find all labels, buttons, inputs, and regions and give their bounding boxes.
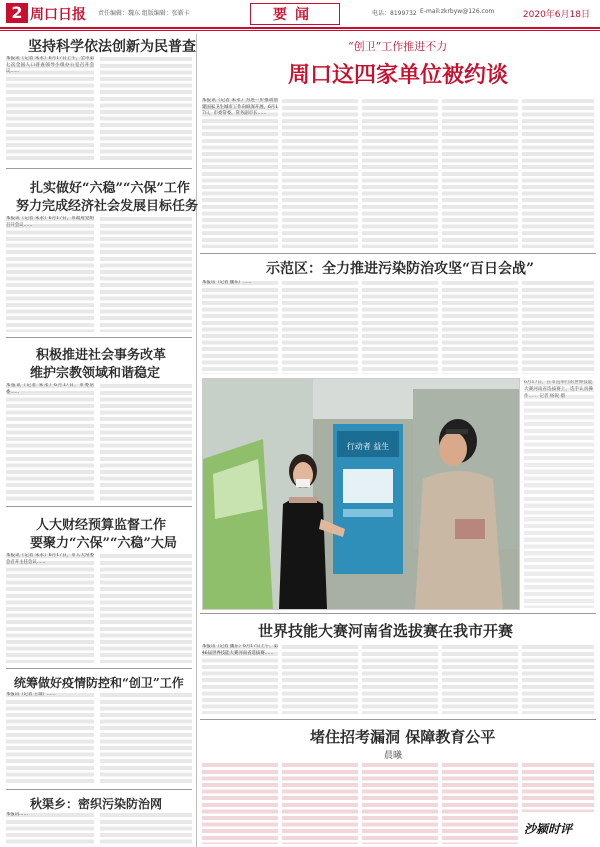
column-logo: 沙颍时评	[524, 822, 573, 836]
article-title[interactable]: 秋渠乡：密织污染防治网	[30, 797, 163, 811]
article-title[interactable]: 示范区：全力推进污染防治攻坚“百日会战”	[266, 261, 535, 277]
article-title[interactable]: 统筹做好疫情防控和“创卫”工作	[14, 676, 184, 690]
article-body	[442, 644, 518, 714]
article-body: 本报讯（记者 朱永）6月17日上午，全市第七次全国人口普查领导小组办公室召开会议……	[6, 56, 94, 162]
lead-title[interactable]: 周口这四家单位被约谈	[288, 62, 509, 88]
phone: 电话：8199732	[372, 10, 417, 17]
photo-illustration	[203, 379, 519, 609]
news-photo	[202, 378, 520, 610]
section-title: 要闻	[273, 7, 317, 23]
article-body	[282, 280, 358, 374]
article-body: 本报讯（记者 魏东）6月17日上午，第46届世界技能大赛河南省选拔赛……	[202, 644, 278, 714]
article-body	[522, 280, 594, 374]
article-body	[522, 98, 594, 248]
divider	[200, 253, 596, 254]
article-body	[442, 98, 518, 248]
divider	[6, 337, 192, 338]
article-body	[442, 280, 518, 374]
header-rule	[0, 27, 600, 29]
article-body	[100, 383, 192, 501]
article-body	[202, 762, 278, 844]
article-body	[282, 762, 358, 844]
article-subtitle: 维护宗教领域和谐稳定	[30, 366, 161, 381]
article-title[interactable]: 积极推进社会事务改革	[36, 348, 167, 363]
article-body	[282, 644, 358, 714]
header-rule-thin	[0, 30, 600, 31]
article-body	[362, 644, 438, 714]
article-title[interactable]: 扎实做好“六稳”“六保”工作	[30, 181, 190, 196]
article-body	[100, 692, 192, 784]
issue-date: 2020年6月18日	[522, 10, 590, 20]
article-body	[362, 762, 438, 844]
article-body: 本报讯（记者 朱永）6月17日，市政府党组召开会议……	[6, 216, 94, 332]
divider	[6, 668, 192, 669]
editor-credits: 责任编辑：魏东 组版编辑：张靳卡	[98, 10, 190, 17]
lead-kicker: “创卫”工作推进不力	[348, 40, 448, 53]
article-body	[522, 644, 594, 714]
article-body	[522, 762, 594, 812]
article-title[interactable]: 人大财经预算监督工作	[36, 518, 167, 533]
display-banner: 行动者 益生	[346, 442, 390, 451]
divider	[6, 168, 192, 169]
article-body	[362, 98, 438, 248]
article-body: 本报讯（记者 王瑞）……	[6, 692, 94, 784]
article-body: 本报讯（记者 朱永）6月17日，市人大常委会召开主任会议……	[6, 553, 94, 663]
article-body	[442, 762, 518, 844]
article-body	[100, 216, 192, 332]
divider	[6, 506, 192, 507]
article-body	[100, 553, 192, 663]
paper-name: 周口日报	[30, 7, 86, 23]
commentary-byline: 晨曦	[384, 751, 403, 761]
commentary-title[interactable]: 堵住招考漏洞 保障教育公平	[310, 728, 496, 746]
page-header	[0, 0, 600, 26]
article-body	[282, 98, 358, 248]
email: E-mail:zkrbyw@126.com	[420, 8, 495, 15]
divider	[200, 613, 596, 614]
photo-caption: 6月17日，在市直举行的世界技能大赛河南省选拔赛上，选手认真操作…… 记者 杨锐 摄	[524, 380, 594, 608]
page-number: 2	[6, 3, 28, 23]
article-subtitle: 努力完成经济社会发展目标任务	[16, 199, 199, 214]
article-body: 本报讯（记者 朱永）为进一步推动创建国家卫生城市工作向纵深开展，6月17日，市委常委、常务副市长……	[202, 98, 278, 248]
divider	[6, 789, 192, 790]
article-subtitle: 要聚力“六保”“六稳”大局	[30, 536, 177, 551]
article-body: 本报讯（记者 朱永）6月17日，市委常委……	[6, 383, 94, 501]
article-body	[362, 280, 438, 374]
article-body: 本报讯（记者 魏东）……	[202, 280, 278, 374]
column-divider	[196, 34, 197, 847]
article-title[interactable]: 坚持科学依法创新为民普查	[28, 39, 196, 55]
article-body	[100, 812, 192, 846]
article-body: 本报讯……	[6, 812, 94, 846]
divider	[200, 719, 596, 720]
article-title[interactable]: 世界技能大赛河南省选拔赛在我市开赛	[258, 622, 514, 640]
article-body	[100, 56, 192, 162]
